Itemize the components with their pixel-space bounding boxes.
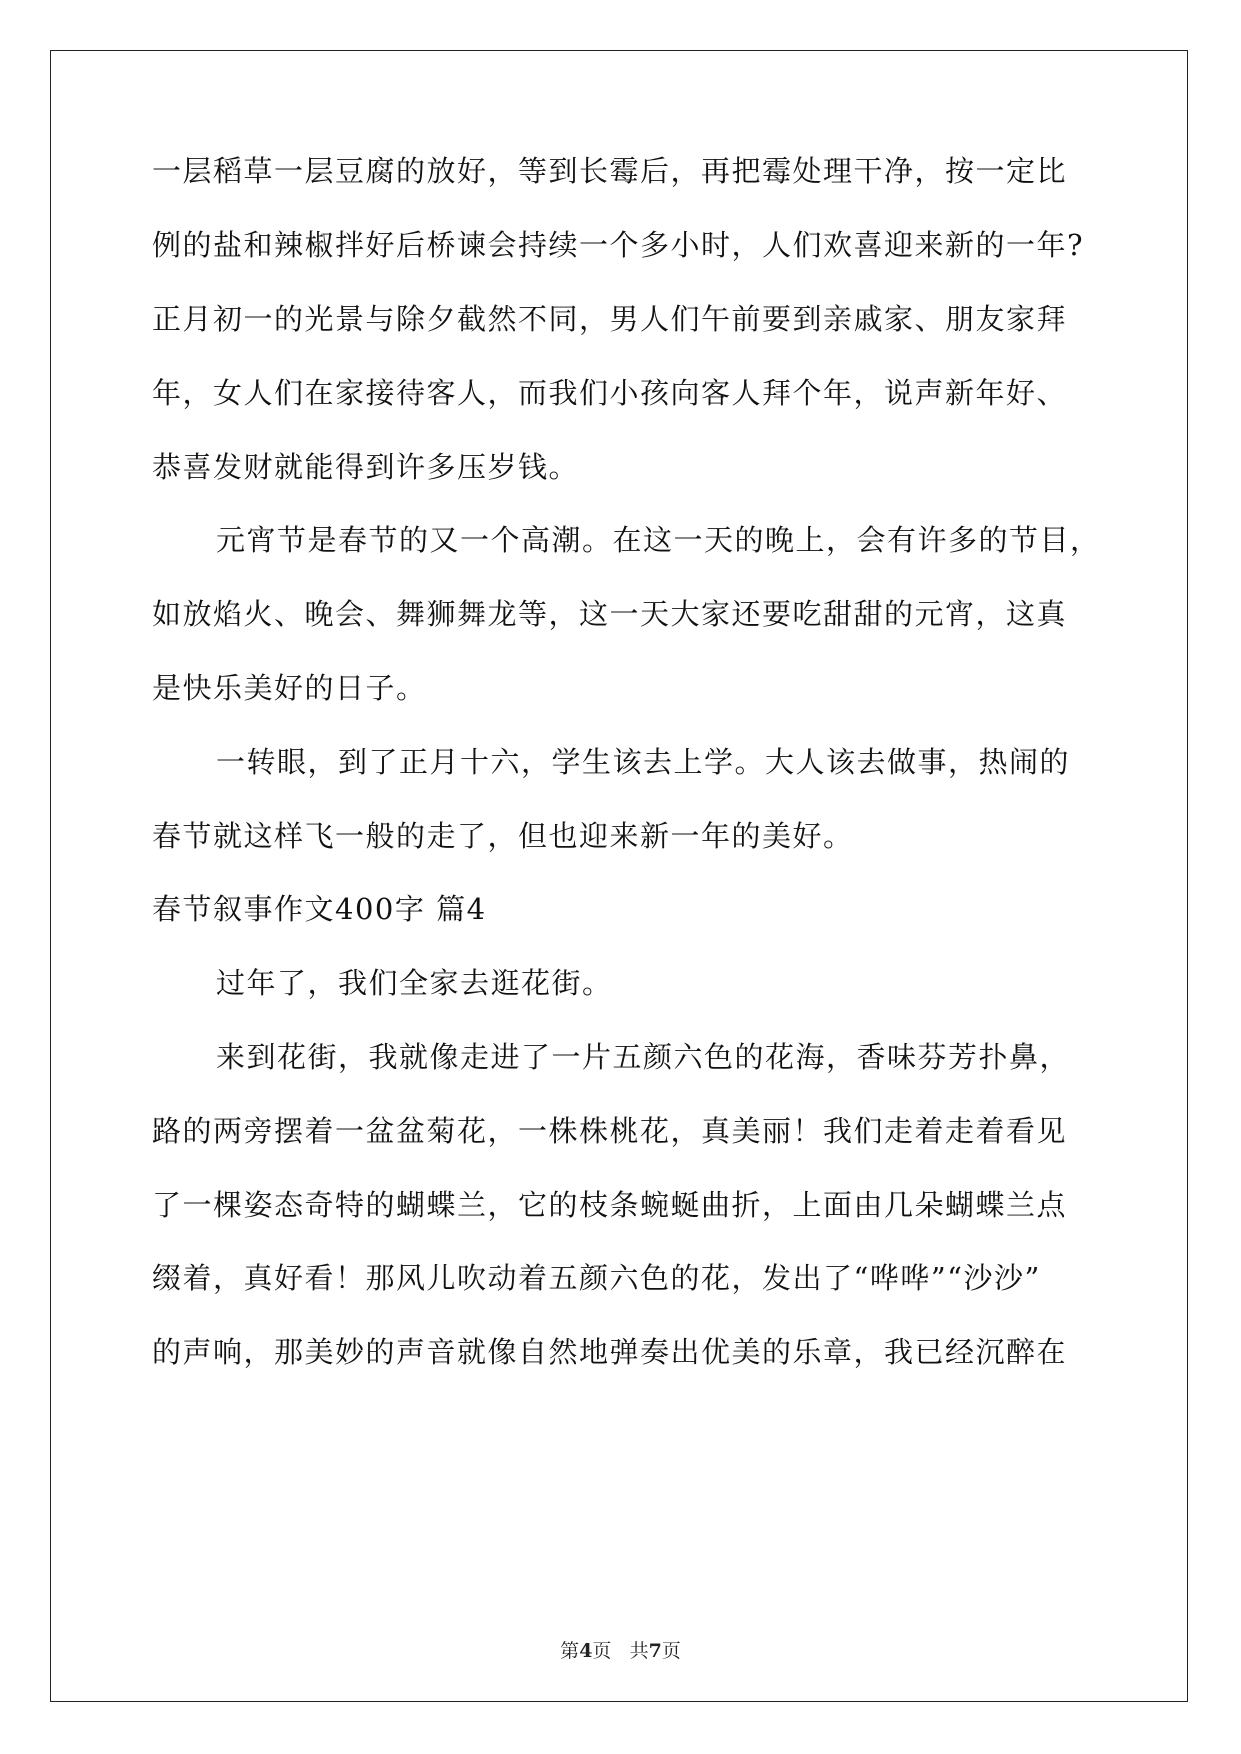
text-line: 例的盐和辣椒拌好后桥谏会持续一个多小时，人们欢喜迎来新的一年? bbox=[152, 228, 1085, 262]
total-suffix: 页 bbox=[661, 1640, 681, 1662]
text-line: 的声响，那美妙的声音就像自然地弹奏出优美的乐章，我已经沉醉在 bbox=[152, 1335, 1068, 1369]
page-prefix: 第 bbox=[560, 1640, 580, 1662]
total-pages: 7 bbox=[648, 1640, 662, 1662]
page-border bbox=[50, 50, 1188, 1702]
text-line: 春节就这样飞一般的走了，但也迎来新一年的美好。 bbox=[152, 819, 854, 853]
text-line: 一转眼，到了正月十六，学生该去上学。大人该去做事，热闹的 bbox=[216, 745, 1071, 779]
text-line: 缀着，真好看！那风儿吹动着五颜六色的花，发出了“哗哗”“沙沙” bbox=[152, 1261, 1041, 1295]
text-line: 路的两旁摆着一盆盆菊花，一株株桃花，真美丽！我们走着走着看见 bbox=[152, 1114, 1068, 1148]
section-heading: 春节叙事作文400字 篇4 bbox=[152, 892, 487, 926]
page-number: 4 bbox=[579, 1640, 593, 1662]
text-line: 了一棵姿态奇特的蝴蝶兰，它的枝条蜿蜒曲折，上面由几朵蝴蝶兰点 bbox=[152, 1188, 1068, 1222]
total-prefix: 共 bbox=[629, 1640, 649, 1662]
text-line: 一层稻草一层豆腐的放好，等到长霉后，再把霉处理干净，按一定比 bbox=[152, 154, 1068, 188]
text-line: 年，女人们在家接待客人，而我们小孩向客人拜个年，说声新年好、 bbox=[152, 376, 1068, 410]
page-suffix: 页 bbox=[592, 1640, 612, 1662]
text-line: 元宵节是春节的又一个高潮。在这一天的晚上，会有许多的节目， bbox=[216, 523, 1101, 557]
text-line: 来到花街，我就像走进了一片五颜六色的花海，香味芬芳扑鼻， bbox=[216, 1040, 1071, 1074]
page-footer bbox=[0, 1638, 1241, 1664]
text-line: 恭喜发财就能得到许多压岁钱。 bbox=[152, 450, 580, 484]
text-line: 是快乐美好的日子。 bbox=[152, 671, 427, 705]
text-line: 正月初一的光景与除夕截然不同，男人们午前要到亲戚家、朋友家拜 bbox=[152, 302, 1068, 336]
text-line: 如放焰火、晚会、舞狮舞龙等，这一天大家还要吃甜甜的元宵，这真 bbox=[152, 597, 1068, 631]
text-line: 过年了，我们全家去逛花街。 bbox=[216, 966, 613, 1000]
